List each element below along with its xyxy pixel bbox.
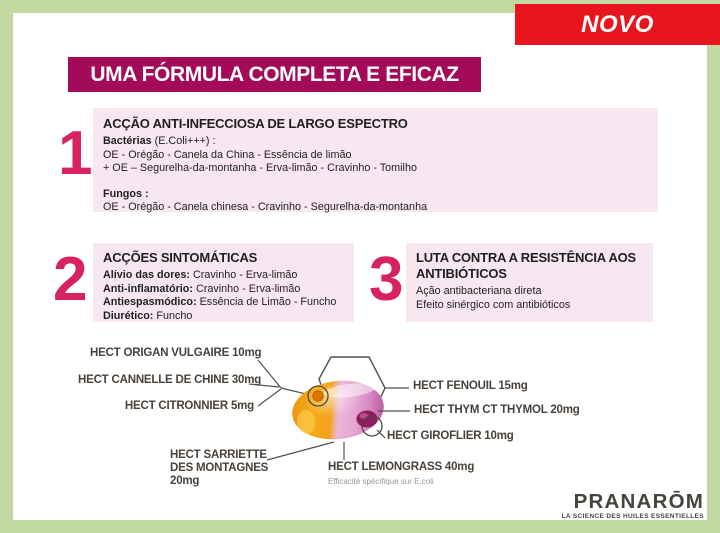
symptom-value: Funcho <box>153 309 193 322</box>
section-3-number: 3 <box>369 245 404 314</box>
section-1-fungos-label <box>103 188 646 202</box>
section-3-line: Ação antibacteriana direta <box>416 285 542 297</box>
oil-label-giroflier: HECT GIROFLIER 10mg <box>387 430 514 442</box>
novo-banner-text: NOVO <box>581 10 654 38</box>
oil-label-fenouil: HECT FENOUIL 15mg <box>413 380 528 392</box>
oil-label-sarriette: HECT SARRIETTE DES MONTAGNES 20mg <box>170 449 269 487</box>
section-1-heading: ACÇÃO ANTI-INFECCIOSA DE LARGO ESPECTRO <box>103 116 408 131</box>
page-title <box>68 57 481 92</box>
brand-logo-name: PRANARŌM <box>573 490 704 513</box>
symptom-label: Diurético: <box>103 309 154 322</box>
symptom-label: Anti-inflamatório: <box>103 282 193 295</box>
symptom-label: Antiespasmódico: <box>103 296 197 308</box>
section-2-heading: ACÇÕES SINTOMÁTICAS <box>103 250 258 265</box>
symptom-item <box>103 310 344 324</box>
oil-label-lemongrass <box>328 461 474 488</box>
symptom-item <box>103 296 344 310</box>
section-1-box <box>93 108 658 212</box>
bacterias-label: Bactérias <box>103 135 152 147</box>
symptom-item <box>103 283 344 297</box>
section-1-fungos-oils: OE - Orégão - Canela chinesa - Cravinho - Segurelha-da-montanha <box>103 201 428 213</box>
section-2-box <box>93 243 354 322</box>
symptom-value: Essência de Limão - Funcho <box>196 296 337 308</box>
symptom-value: Cravinho - Erva-limão <box>192 282 301 295</box>
oil-label-lemongrass-note: Efficacité spécifique sur E.coli <box>328 477 434 486</box>
section-1-bacterias-oils-2: + OE – Segurelha-da-montanha - Erva-limão - Cravinho - Tomilho <box>103 162 417 174</box>
symptom-label: Alívio das dores: <box>103 269 190 281</box>
oil-label-lemongrass-text: HECT LEMONGRASS 40mg <box>328 461 475 473</box>
section-1-bacterias-oils-1: OE - Orégão - Canela da China - Essência de limão <box>103 148 352 161</box>
oil-label-origan: HECT ORIGAN VULGAIRE 10mg <box>90 347 262 359</box>
page-title-text: UMA FÓRMULA COMPLETA E EFICAZ <box>90 62 459 86</box>
brand-logo-tagline: LA SCIENCE DES HUILES ESSENTIELLES <box>561 513 704 520</box>
section-1-bacterias-line <box>103 135 646 149</box>
oil-label-thym: HECT THYM CT THYMOL 20mg <box>414 404 580 416</box>
symptom-value: Cravinho - Erva-limão <box>190 269 298 281</box>
section-3-heading: LUTA CONTRA A RESISTÊNCIA AOS ANTIBIÓTICOS <box>416 250 637 281</box>
oil-label-citronnier: HECT CITRONNIER 5mg <box>124 400 254 412</box>
brand-logo <box>562 491 704 520</box>
novo-banner <box>515 4 720 45</box>
section-2-number: 2 <box>53 245 88 314</box>
bacterias-rest: (E.Coli+++) : <box>151 135 216 147</box>
spacer <box>103 176 646 188</box>
section-3-box <box>406 243 653 322</box>
oil-label-cannelle: HECT CANNELLE DE CHINE 30mg <box>78 374 262 386</box>
fungos-label: Fungos : <box>103 187 149 200</box>
section-1-number: 1 <box>58 119 93 188</box>
symptom-item <box>103 269 344 283</box>
section-3-line: Efeito sinérgico com antibióticos <box>416 298 571 311</box>
